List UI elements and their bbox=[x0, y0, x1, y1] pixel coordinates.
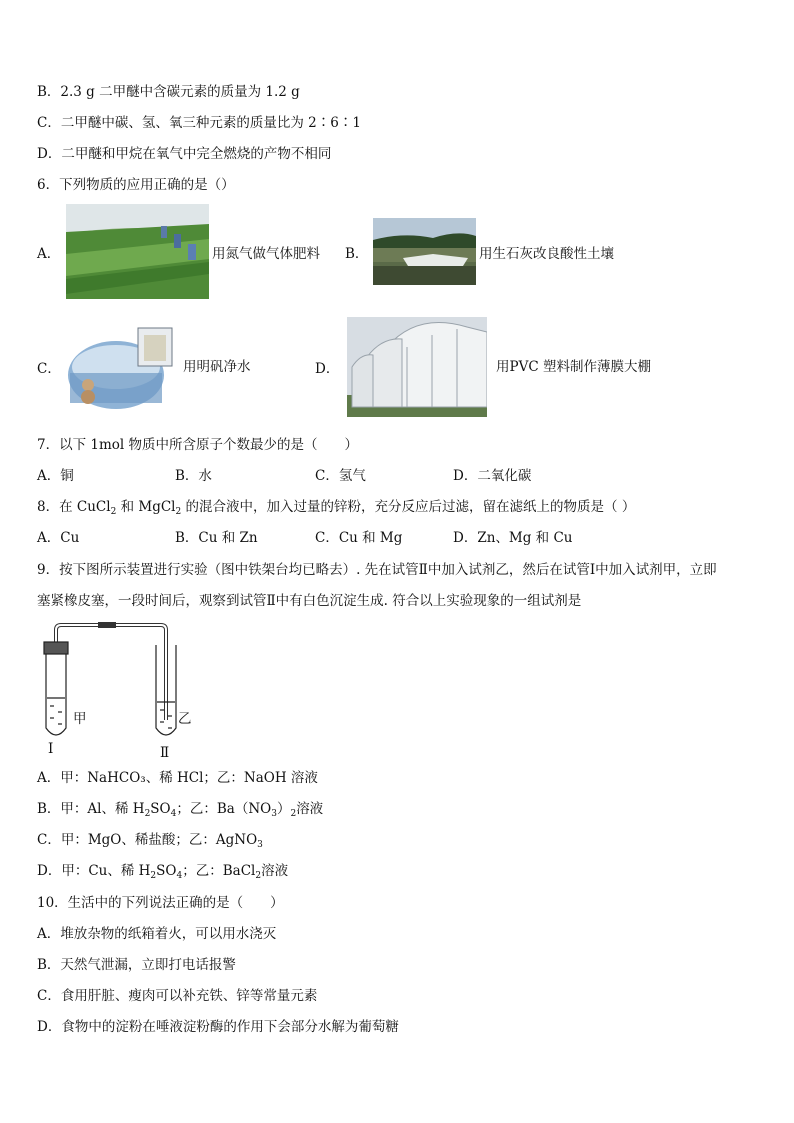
subscript: 4 bbox=[176, 871, 183, 881]
option-text: ） bbox=[276, 801, 291, 817]
q5-option-c bbox=[37, 114, 361, 132]
stem-text: 的混合液中，加入过量的锌粉，充分反应后过滤，留在滤纸上的物质是（ ） bbox=[181, 499, 636, 515]
subscript: 2 bbox=[175, 507, 182, 517]
q10-option-d: D．食物中的淀粉在唾液淀粉酶的作用下会部分水解为葡萄糖 bbox=[37, 1019, 399, 1035]
subscript: 4 bbox=[170, 809, 177, 819]
tube1-reagent-label: 甲 bbox=[73, 711, 87, 727]
tube2-label: Ⅱ bbox=[160, 745, 170, 761]
q7-stem: 7．以下 1mol 物质中所含原子个数最少的是（ ） bbox=[37, 437, 359, 453]
option-text: D．甲：Cu、稀 H bbox=[37, 863, 151, 879]
q8-option-d: D．Zn、Mg 和 Cu bbox=[453, 530, 573, 546]
q9-option-d bbox=[37, 862, 288, 880]
subscript: 2 bbox=[144, 809, 151, 819]
q7-option-c: C．氢气 bbox=[315, 468, 366, 484]
option-text: 2.3 g 二甲醚中含碳元素的质量为 1.2 g bbox=[60, 84, 300, 100]
option-text: 溶液 bbox=[296, 801, 324, 817]
stem-text: 和 MgCl bbox=[116, 499, 176, 515]
option-text: SO bbox=[150, 801, 171, 817]
subscript: 3 bbox=[257, 840, 263, 850]
subscript: 3 bbox=[271, 809, 277, 819]
q6-option-b-caption: 用生石灰改良酸性土壤 bbox=[479, 246, 614, 262]
option-text: 二甲醚和甲烷在氧气中完全燃烧的产物不相同 bbox=[61, 146, 332, 162]
option-letter: C． bbox=[37, 115, 61, 131]
q10-option-a: A．堆放杂物的纸箱着火，可以用水浇灭 bbox=[37, 926, 277, 942]
q6-option-d-letter: D． bbox=[315, 361, 340, 377]
q8-stem bbox=[37, 498, 635, 516]
option-text: 溶液 bbox=[261, 863, 289, 879]
q6-option-a-caption: 用氮气做气体肥料 bbox=[212, 246, 320, 262]
q8-option-c: C．Cu 和 Mg bbox=[315, 530, 403, 546]
option-text: B．甲：Al、稀 H bbox=[37, 801, 145, 817]
q6-stem: 6．下列物质的应用正确的是（） bbox=[37, 177, 235, 193]
q5-option-d bbox=[37, 145, 331, 163]
tube2-reagent-label: 乙 bbox=[178, 711, 192, 727]
subscript: 2 bbox=[110, 507, 117, 517]
q5-option-b bbox=[37, 83, 300, 101]
q10-option-c: C．食用肝脏、瘦肉可以补充铁、锌等常量元素 bbox=[37, 988, 318, 1004]
field-landscape-photo bbox=[373, 218, 476, 285]
q6-option-b-letter: B． bbox=[345, 246, 369, 262]
q10-option-b: B．天然气泄漏，立即打电话报警 bbox=[37, 957, 236, 973]
option-letter: B． bbox=[37, 84, 61, 100]
q8-option-b: B．Cu 和 Zn bbox=[175, 530, 258, 546]
water-and-alum-photo bbox=[66, 323, 180, 410]
q9-option-c bbox=[37, 831, 263, 849]
q9-option-a: A．甲：NaHCO₃、稀 HCl；乙：NaOH 溶液 bbox=[37, 770, 318, 786]
option-text: ；乙：BaCl bbox=[182, 863, 256, 879]
stem-text: 8．在 CuCl bbox=[37, 499, 111, 515]
q7-option-a: A．铜 bbox=[37, 468, 74, 484]
subscript: 2 bbox=[255, 871, 262, 881]
q9-stem-line2: 塞紧橡皮塞，一段时间后，观察到试管Ⅱ中有白色沉淀生成. 符合以上实验现象的一组试剂是 bbox=[37, 593, 582, 609]
option-text: SO bbox=[156, 863, 177, 879]
q7-option-d: D．二氧化碳 bbox=[453, 468, 532, 484]
q6-option-c-caption: 用明矾净水 bbox=[183, 359, 251, 375]
q10-stem: 10．生活中的下列说法正确的是（ ） bbox=[37, 895, 284, 911]
q8-option-a: A．Cu bbox=[37, 530, 80, 546]
tube1-label: Ⅰ bbox=[48, 741, 54, 757]
option-text: ；乙：Ba（NO bbox=[176, 801, 272, 817]
q9-option-b bbox=[37, 800, 323, 818]
option-text: C．甲：MgO、稀盐酸；乙：AgNO bbox=[37, 832, 258, 848]
subscript: 2 bbox=[290, 809, 297, 819]
option-letter: D． bbox=[37, 146, 62, 162]
apparatus-diagram bbox=[36, 620, 196, 760]
option-text: 二甲醚中碳、氢、氧三种元素的质量比为 2∶6∶1 bbox=[60, 115, 361, 131]
q6-option-c-letter: C． bbox=[37, 361, 61, 377]
greenhouse-vegetables-photo bbox=[66, 204, 209, 299]
q6-option-d-caption: 用PVC 塑料制作薄膜大棚 bbox=[496, 359, 651, 375]
q6-option-a-letter: A． bbox=[37, 246, 61, 262]
plastic-greenhouse-photo bbox=[347, 317, 487, 417]
q7-option-b: B．水 bbox=[175, 468, 212, 484]
subscript: 2 bbox=[150, 871, 157, 881]
q9-stem-line1: 9．按下图所示装置进行实验（图中铁架台均已略去）. 先在试管Ⅱ中加入试剂乙，然后在试管Ⅰ中加入试剂甲，立即 bbox=[37, 562, 717, 578]
